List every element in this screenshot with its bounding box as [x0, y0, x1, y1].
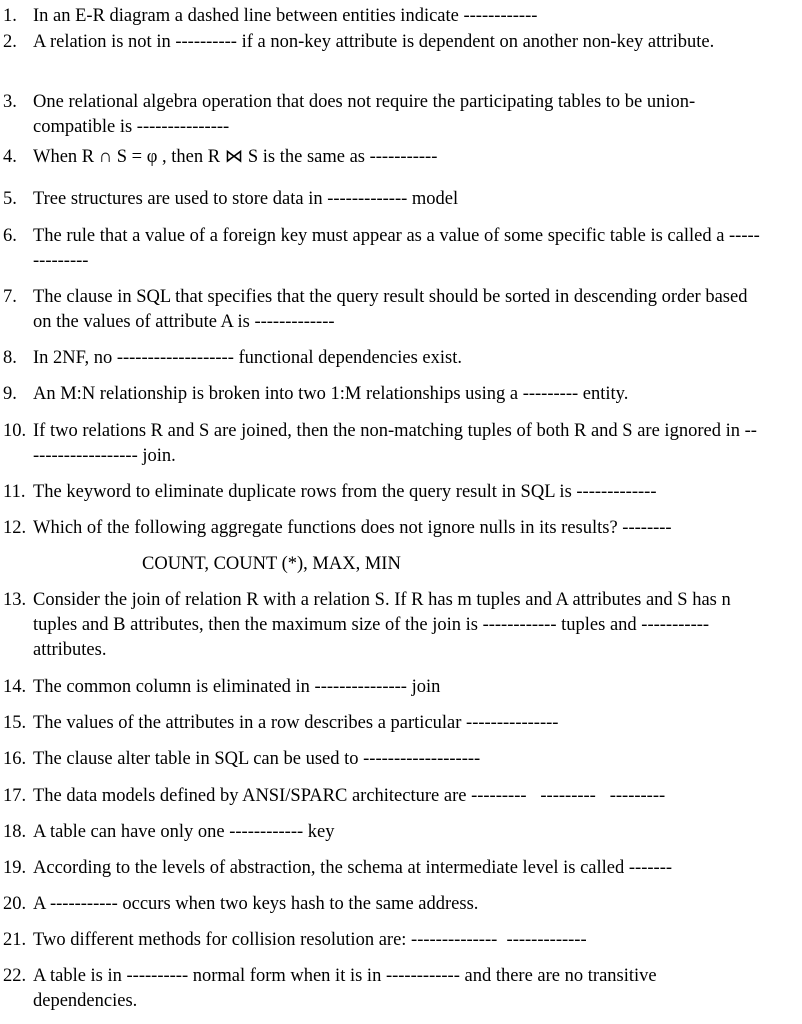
question-text: When R ∩ S = φ , then R ⋈ S is the same as ----------- [33, 147, 438, 167]
question-text: Tree structures are used to store data in ------------- model [33, 189, 459, 209]
question-12 [3, 516, 763, 541]
question-text: According to the levels of abstraction, the schema at intermediate level is called ------- [33, 858, 673, 878]
question-number: 18. [3, 822, 27, 842]
question-text: A relation is not in ---------- if a non-key attribute is dependent on another non-key attribute. [33, 32, 715, 52]
question-number: 8. [3, 348, 17, 368]
question-number: 14. [3, 677, 27, 697]
question-2 [3, 30, 763, 55]
question-15 [3, 711, 763, 736]
question-19 [3, 856, 763, 881]
question-number: 15. [3, 713, 27, 733]
question-16 [3, 747, 763, 772]
question-number: 2. [3, 32, 17, 52]
question-text: The values of the attributes in a row describes a particular --------------- [33, 713, 559, 733]
question-number: 4. [3, 147, 17, 167]
question-number: 12. [3, 518, 27, 538]
question-text: The common column is eliminated in --------------- join [33, 677, 441, 697]
question-number: 16. [3, 749, 27, 769]
question-21 [3, 928, 763, 953]
question-22 [3, 964, 763, 1014]
question-5 [3, 187, 763, 212]
question-8 [3, 346, 763, 371]
question-text: A table is in ---------- normal form when it is in ------------ and there are no transitive dependencies. [33, 966, 657, 1011]
question-number: 11. [3, 482, 26, 502]
question-text: The clause in SQL that specifies that the query result should be sorted in descending order based on the values of attribute A is ------------- [33, 287, 748, 332]
question-number: 21. [3, 930, 27, 950]
question-text: An M:N relationship is broken into two 1:M relationships using a --------- entity. [33, 384, 629, 404]
question-text: In an E-R diagram a dashed line between entities indicate ------------ [33, 6, 538, 26]
question-number: 10. [3, 421, 27, 441]
question-text: In 2NF, no ------------------- functional dependencies exist. [33, 348, 462, 368]
question-number: 22. [3, 966, 27, 986]
question-number: 7. [3, 287, 17, 307]
question-number: 6. [3, 226, 17, 246]
question-text: The clause alter table in SQL can be used to ------------------- [33, 749, 481, 769]
question-text: The rule that a value of a foreign key must appear as a value of some specific table is called a -------------- [33, 226, 760, 271]
question-text: Which of the following aggregate functions does not ignore nulls in its results? -------- [33, 518, 672, 538]
question-text: One relational algebra operation that does not require the participating tables to be union-compatible is --------------- [33, 92, 696, 137]
question-3 [3, 90, 763, 140]
question-text: If two relations R and S are joined, then the non-matching tuples of both R and S are ignored in ------------------- join. [33, 421, 757, 466]
question-14 [3, 675, 763, 700]
question-text: Two different methods for collision resolution are: -------------- ------------- [33, 930, 587, 950]
question-number: 3. [3, 92, 17, 112]
question-17 [3, 784, 763, 809]
question-10 [3, 419, 763, 469]
question-20 [3, 892, 763, 917]
question-11 [3, 480, 763, 505]
question-1 [3, 4, 763, 29]
question-9 [3, 382, 763, 407]
question-4 [3, 145, 763, 170]
question-18 [3, 820, 763, 845]
question-text: Consider the join of relation R with a relation S. If R has m tuples and A attributes and S has n tuples and B attributes, then the maximum size of the join is ------------ tuples and ----------- attributes. [33, 590, 731, 660]
question-number: 9. [3, 384, 17, 404]
question-text: A table can have only one ------------ key [33, 822, 335, 842]
question-number: 17. [3, 786, 27, 806]
question-number: 20. [3, 894, 27, 914]
question-number: 5. [3, 189, 17, 209]
question-number: 1. [3, 6, 17, 26]
question-text: A ----------- occurs when two keys hash to the same address. [33, 894, 479, 914]
question-13 [3, 588, 763, 663]
question-number: 13. [3, 590, 27, 610]
question-text: The keyword to eliminate duplicate rows from the query result in SQL is ------------- [33, 482, 657, 502]
question-text: The data models defined by ANSI/SPARC architecture are --------- --------- --------- [33, 786, 666, 806]
question-12-options: COUNT, COUNT (*), MAX, MIN [142, 554, 401, 574]
question-number: 19. [3, 858, 27, 878]
question-7 [3, 285, 763, 335]
question-6 [3, 224, 763, 274]
